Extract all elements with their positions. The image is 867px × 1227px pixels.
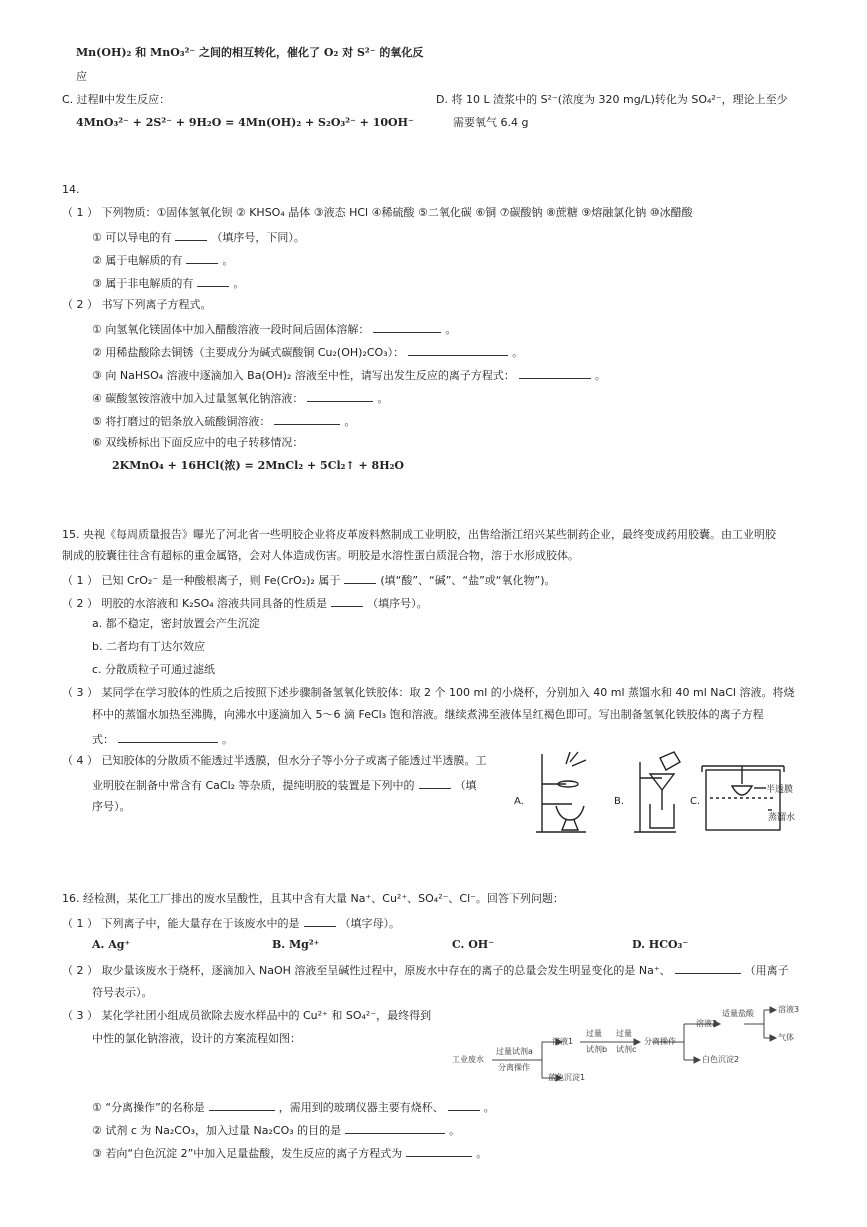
item-after: 。 bbox=[222, 254, 234, 267]
q14-number: 14. bbox=[62, 183, 80, 196]
q16-part3-text: 某化学社团小组成员欲除去废水样品中的 Cu²⁺ 和 SO₄²⁻，最终得到 bbox=[101, 1009, 432, 1022]
q16-option-c: C. OH⁻ bbox=[452, 938, 495, 951]
q15-part3-line2: 杯中的蒸馏水加热至沸腾，向沸水中逐滴加入 5～6 滴 FeCl₃ 饱和溶液。继续煮沸至液体呈红褐色即可。写出制备氢氧化铁胶体的离子方程 bbox=[92, 708, 764, 721]
item-text: 向氢氧化镁固体中加入醋酸溶液一段时间后固体溶解： bbox=[105, 323, 370, 336]
answer-blank[interactable] bbox=[186, 252, 218, 264]
item-after: 。 bbox=[344, 415, 356, 428]
q15-option-c: c. 分散质粒子可通过滤纸 bbox=[92, 663, 216, 676]
answer-blank[interactable] bbox=[419, 777, 451, 789]
item-text: 属于非电解质的有 bbox=[105, 277, 194, 290]
flow-reagent-c: 过量 bbox=[616, 1029, 632, 1038]
flow-filtrate-3: 溶液3 bbox=[778, 1005, 800, 1014]
item-text: 可以导电的有 bbox=[105, 231, 172, 244]
item-text: 向 NaHSO₄ 溶液中逐滴加入 Ba(OH)₂ 溶液至中性，请写出发生反应的离子方程式： bbox=[105, 369, 515, 382]
q16-part3-line2: 中性的氯化钠溶液，设计的方案流程如图： bbox=[92, 1032, 301, 1045]
q13-tail-line2: 应 bbox=[76, 70, 87, 83]
item-after: 。 bbox=[449, 1124, 461, 1137]
q16-subitem1 bbox=[92, 1099, 495, 1115]
q15-part2 bbox=[62, 595, 428, 611]
flow-diagram bbox=[452, 1002, 812, 1086]
q15-part2-text: 明胶的水溶液和 K₂SO₄ 溶液共同具备的性质是 bbox=[101, 597, 328, 610]
q16-part1-label: （ 1 ） bbox=[62, 917, 98, 930]
flow-start: 工业废水 bbox=[452, 1055, 484, 1064]
answer-blank[interactable] bbox=[331, 595, 363, 607]
apparatus-a bbox=[536, 752, 586, 832]
q13-option-c-label: C. 过程Ⅱ中发生反应： bbox=[62, 93, 171, 106]
q16-part2-text: 取少量该废水于烧杯，逐滴加入 NaOH 溶液至呈碱性过程中，原废水中存在的离子的总量会发生明显变化的是 Na⁺、 bbox=[101, 964, 671, 977]
q16-part3-line1 bbox=[62, 1009, 431, 1023]
membrane-label: 半透膜 bbox=[766, 785, 794, 795]
item-text: 碳酸氢铵溶液中加入过量氢氧化钠溶液： bbox=[105, 392, 304, 405]
q15-part1-label: （ 1 ） bbox=[62, 574, 98, 587]
answer-blank[interactable] bbox=[197, 275, 229, 287]
item-after: 。 bbox=[233, 277, 245, 290]
item-text: 若向“白色沉淀 2”中加入足量盐酸，发生反应的离子方程式为 bbox=[105, 1147, 403, 1160]
item-number: ① bbox=[92, 231, 102, 244]
q15-part4-line1 bbox=[62, 754, 487, 768]
answer-blank[interactable] bbox=[448, 1099, 480, 1111]
q16-part1 bbox=[62, 915, 400, 931]
flow-reagent-a: 过量试剂a bbox=[496, 1047, 533, 1056]
q14-part2-item6 bbox=[92, 436, 303, 450]
flow-filtrate-2: 溶液2 bbox=[696, 1019, 718, 1028]
item-after: 。 bbox=[594, 369, 606, 382]
q14-part2-item5 bbox=[92, 413, 355, 429]
q16-part1-after: （填字母）。 bbox=[339, 917, 400, 930]
answer-blank[interactable] bbox=[274, 413, 340, 425]
q15-part4-line2 bbox=[92, 777, 477, 793]
answer-blank[interactable] bbox=[373, 321, 441, 333]
item-after: 。 bbox=[512, 346, 524, 359]
q13-tail-line1: Mn(OH)₂ 和 MnO₃²⁻ 之间的相互转化，催化了 O₂ 对 S²⁻ 的氧化反 bbox=[76, 46, 424, 59]
q16-part2-label: （ 2 ） bbox=[62, 964, 98, 977]
q15-part2-label: （ 2 ） bbox=[62, 597, 98, 610]
q16-part2-line2: 符号表示）。 bbox=[92, 986, 153, 999]
q14-part2-item1 bbox=[92, 321, 456, 337]
flow-separation-2: 分离操作 bbox=[644, 1037, 676, 1046]
q14-part2-item3 bbox=[92, 367, 606, 383]
apparatus-b bbox=[634, 752, 680, 832]
q15-part4-text: 已知胶体的分散质不能透过半透膜，但水分子等小分子或离子能透过半透膜。工 bbox=[101, 754, 487, 767]
answer-blank[interactable] bbox=[307, 390, 373, 402]
q15-part2-after: （填序号）。 bbox=[367, 597, 428, 610]
q15-intro-line2: 制成的胶囊往往含有超标的重金属铬，会对人体造成伤害。明胶是水溶性蛋白质混合物，溶于水形成胶体。 bbox=[62, 549, 579, 562]
answer-blank[interactable] bbox=[175, 229, 207, 241]
q13-option-d-line2: 需要氧气 6.4 g bbox=[453, 116, 529, 129]
q14-part1-label: （ 1 ） bbox=[62, 206, 98, 219]
q15-part4-line2-after: （填 bbox=[454, 779, 477, 792]
item-number: ③ bbox=[92, 369, 102, 382]
q16-option-d: D. HCO₃⁻ bbox=[632, 938, 689, 951]
item-after: （填序号，下同）。 bbox=[211, 231, 305, 244]
apparatus-figure bbox=[510, 744, 830, 840]
flow-precipitate-2: 白色沉淀2 bbox=[702, 1055, 740, 1064]
item-number: ② bbox=[92, 254, 102, 267]
item-number: ③ bbox=[92, 277, 102, 290]
answer-blank[interactable] bbox=[304, 915, 336, 927]
item-text: 用稀盐酸除去铜锈（主要成分为碱式碳酸铜 Cu₂(OH)₂CO₃）： bbox=[105, 346, 405, 359]
q16-intro: 16. 经检测，某化工厂排出的废水呈酸性，且其中含有大量 Na⁺、Cu²⁺、SO₄²⁻、Cl⁻。回答下列问题： bbox=[62, 892, 564, 905]
item-text: 将打磨过的铝条放入硫酸铜溶液： bbox=[105, 415, 271, 428]
answer-blank[interactable] bbox=[519, 367, 591, 379]
q15-part3-line3-text: 式： bbox=[92, 733, 114, 746]
answer-blank[interactable] bbox=[408, 344, 508, 356]
item-after: 。 bbox=[483, 1101, 495, 1114]
item-number: ① bbox=[92, 323, 102, 336]
flow-precipitate-1: 蓝色沉淀1 bbox=[548, 1073, 586, 1082]
flow-filtrate-1: 溶液1 bbox=[552, 1037, 574, 1046]
q14-part1 bbox=[62, 206, 693, 220]
q15-part3-text: 某同学在学习胶体的性质之后按照下述步骤制备氢氧化铁胶体：取 2 个 100 ml 的小烧杯，分别加入 40 ml 蒸馏水和 40 ml NaCl 溶液。将烧 bbox=[101, 686, 795, 699]
item-text: 属于电解质的有 bbox=[105, 254, 183, 267]
q16-part1-text: 下列离子中，能大量存在于该废水中的是 bbox=[101, 917, 300, 930]
flow-separation-1: 分离操作 bbox=[498, 1063, 530, 1072]
q13-option-c-equation: 4MnO₃²⁻ + 2S²⁻ + 9H₂O = 4Mn(OH)₂ + S₂O₃²⁻ + 10OH⁻ bbox=[76, 116, 414, 129]
figure-label-c: C. bbox=[690, 796, 701, 807]
flow-reagent-b: 过量 bbox=[586, 1029, 602, 1038]
q14-part1-item2 bbox=[92, 252, 233, 268]
q16-part3-label: （ 3 ） bbox=[62, 1009, 98, 1022]
q15-part3-line3 bbox=[92, 731, 233, 747]
item-after: 。 bbox=[377, 392, 389, 405]
q13-option-d-line1: D. 将 10 L 渣浆中的 S²⁻(浓度为 320 mg/L)转化为 SO₄²⁻，理论上至少 bbox=[436, 93, 788, 106]
item-number: ⑥ bbox=[92, 436, 102, 449]
q16-part2-line1 bbox=[62, 962, 789, 978]
water-label: 蒸馏水 bbox=[768, 813, 796, 823]
q14-part2 bbox=[62, 298, 212, 312]
q16-subitem2 bbox=[92, 1122, 460, 1138]
answer-blank[interactable] bbox=[344, 572, 376, 584]
q15-part1-text: 已知 CrO₂⁻ 是一种酸根离子，则 Fe(CrO₂)₂ 属于 bbox=[101, 574, 341, 587]
q15-option-b: b. 二者均有丁达尔效应 bbox=[92, 640, 205, 653]
q15-part1-after: (填“酸”、“碱”、“盐”或“氧化物”)。 bbox=[380, 574, 556, 587]
q14-kmno4-equation: 2KMnO₄ + 16HCl(浓) = 2MnCl₂ + 5Cl₂↑ + 8H₂O bbox=[112, 459, 404, 472]
item-text: “分离操作”的名称是 bbox=[105, 1101, 205, 1114]
item-after: 。 bbox=[476, 1147, 488, 1160]
q15-part3-label: （ 3 ） bbox=[62, 686, 98, 699]
item-number: ② bbox=[92, 1124, 102, 1137]
item-number: ② bbox=[92, 346, 102, 359]
figure-label-a: A. bbox=[514, 796, 524, 807]
answer-blank[interactable] bbox=[118, 731, 218, 743]
flow-hcl: 适量盐酸 bbox=[722, 1009, 754, 1018]
q14-part2-label: （ 2 ） bbox=[62, 298, 98, 311]
q15-part4-label: （ 4 ） bbox=[62, 754, 98, 767]
q16-option-a: A. Ag⁺ bbox=[92, 938, 131, 951]
q16-subitem3 bbox=[92, 1145, 487, 1161]
flow-reagent-c2: 试剂c bbox=[616, 1045, 637, 1054]
q14-part2-item4 bbox=[92, 390, 388, 406]
q15-part4-line2-text: 业明胶在制备中常含有 CaCl₂ 等杂质，提纯明胶的装置是下列中的 bbox=[92, 779, 415, 792]
item-number: ⑤ bbox=[92, 415, 102, 428]
answer-blank[interactable] bbox=[345, 1122, 445, 1134]
q14-part1-item1 bbox=[92, 229, 305, 245]
item-after: 。 bbox=[445, 323, 457, 336]
q14-part2-text: 书写下列离子方程式。 bbox=[101, 298, 212, 311]
item-text: 双线桥标出下面反应中的电子转移情况： bbox=[105, 436, 304, 449]
q15-part4-line3: 序号）。 bbox=[92, 800, 131, 813]
q16-part2-after: （用离子 bbox=[744, 964, 789, 977]
flow-reagent-b2: 试剂b bbox=[586, 1045, 608, 1054]
item-number: ③ bbox=[92, 1147, 102, 1160]
answer-blank[interactable] bbox=[209, 1099, 275, 1111]
item-text: 试剂 c 为 Na₂CO₃，加入过量 Na₂CO₃ 的目的是 bbox=[105, 1124, 342, 1137]
q15-part1 bbox=[62, 572, 556, 588]
q15-option-a: a. 都不稳定，密封放置会产生沉淀 bbox=[92, 617, 260, 630]
q15-part3-after: 。 bbox=[222, 733, 233, 746]
answer-blank[interactable] bbox=[406, 1145, 472, 1157]
q15-intro-line1: 15. 央视《每周质量报告》曝光了河北省一些明胶企业将皮革废料熬制成工业明胶，出售给浙江绍兴某些制药企业，最终变成药用胶囊。由工业明胶 bbox=[62, 528, 776, 541]
q14-part1-text: 下列物质：①固体氢氧化钡 ② KHSO₄ 晶体 ③液态 HCl ④稀硫酸 ⑤二氧化碳 ⑥铜 ⑦碳酸钠 ⑧蔗糖 ⑨熔融氯化钠 ⑩冰醋酸 bbox=[101, 206, 693, 219]
item-mid: ，需用到的玻璃仪器主要有烧杯、 bbox=[278, 1101, 444, 1114]
q14-part2-item2 bbox=[92, 344, 523, 360]
flow-gas: 气体 bbox=[778, 1033, 794, 1042]
item-number: ① bbox=[92, 1101, 102, 1114]
answer-blank[interactable] bbox=[675, 962, 741, 974]
q16-option-b: B. Mg²⁺ bbox=[272, 938, 320, 951]
q14-part1-item3 bbox=[92, 275, 244, 291]
q15-part3-line1 bbox=[62, 686, 794, 700]
item-number: ④ bbox=[92, 392, 102, 405]
figure-label-b: B. bbox=[614, 796, 625, 807]
